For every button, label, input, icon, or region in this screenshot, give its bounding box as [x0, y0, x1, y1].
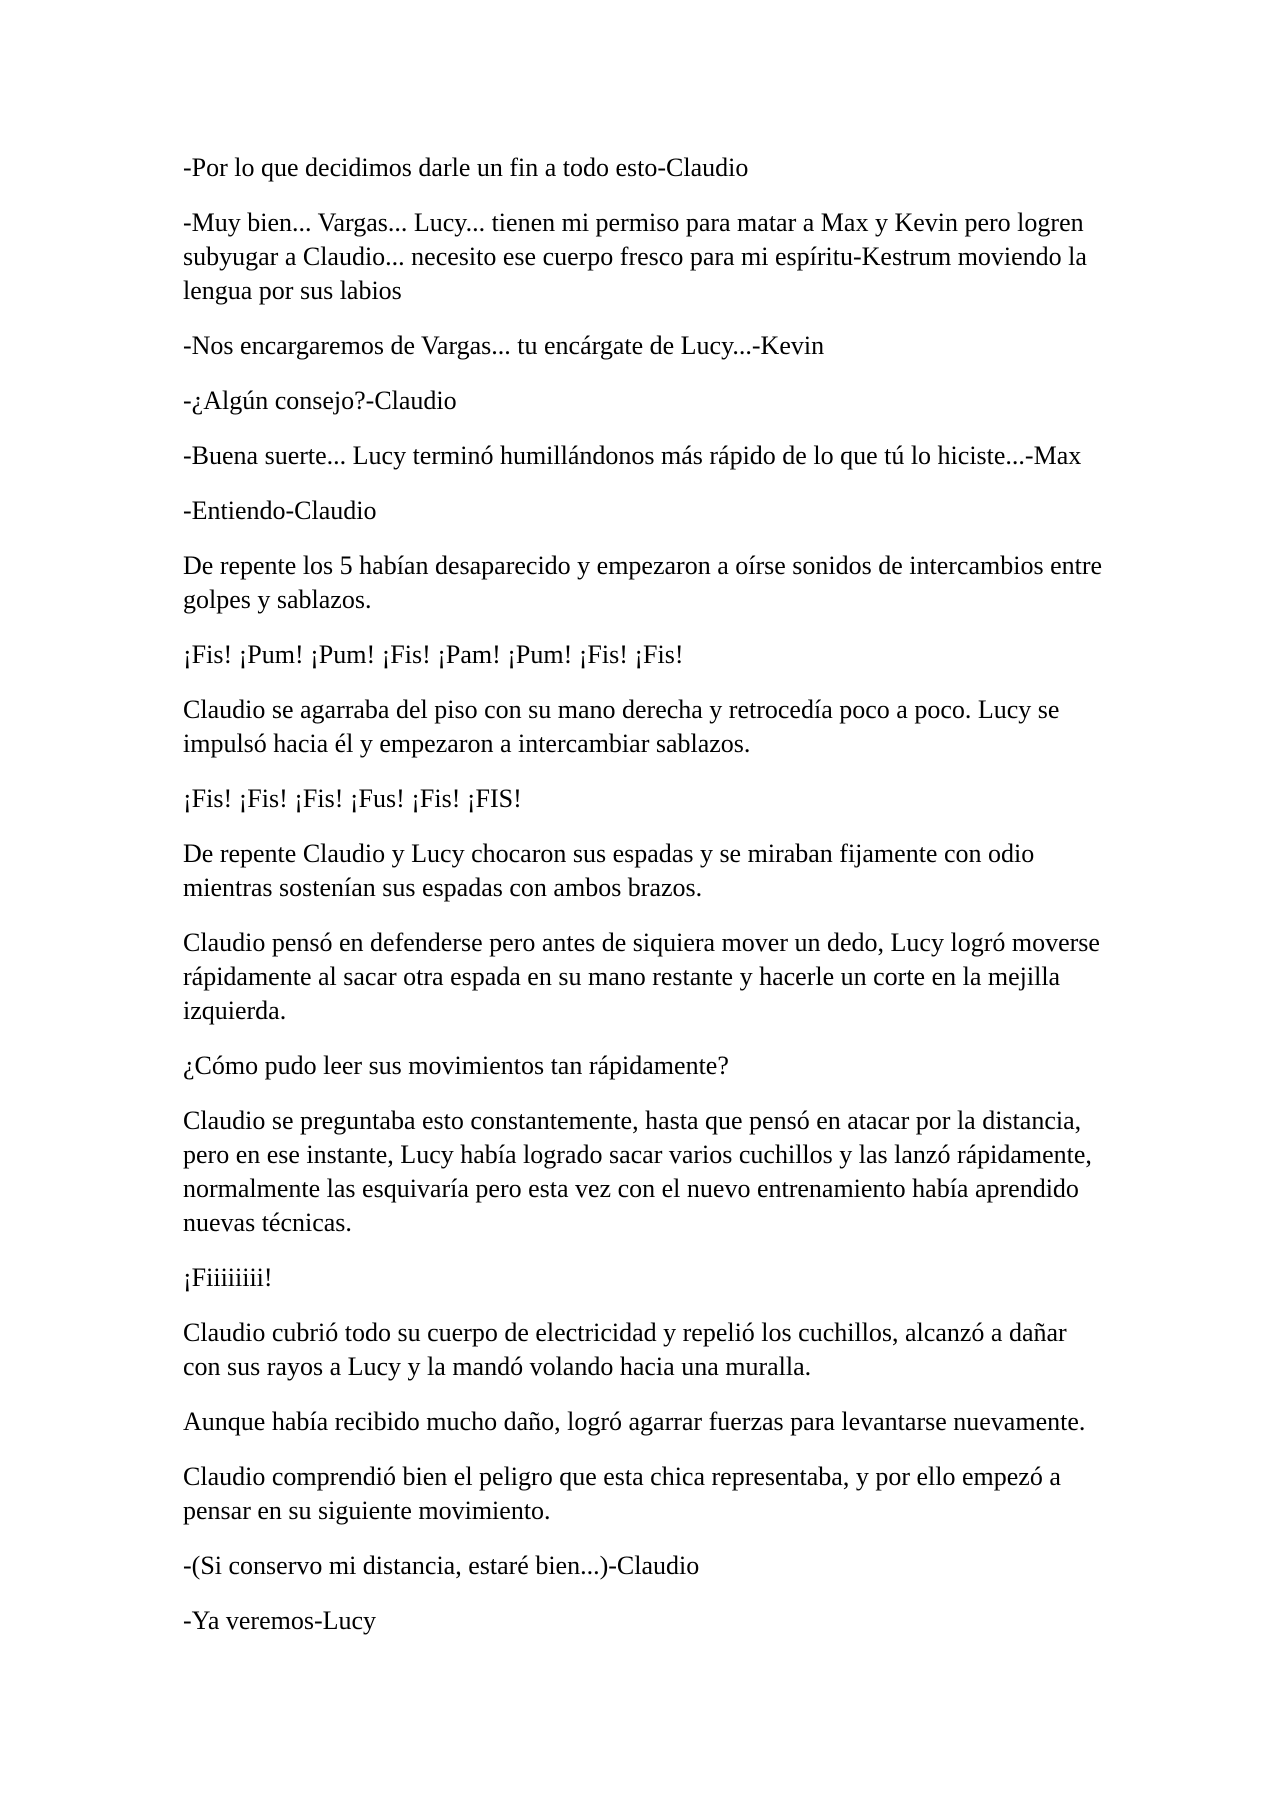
text-line: nuevas técnicas. — [183, 1208, 352, 1237]
paragraph — [183, 1261, 1240, 1295]
paragraph — [183, 549, 1240, 617]
paragraph — [183, 1104, 1240, 1240]
paragraph — [183, 1549, 1240, 1583]
text-line: rápidamente al sacar otra espada en su mano restante y hacerle un corte en la mejilla — [183, 962, 1061, 991]
text-line: -Buena suerte... Lucy terminó humillándonos más rápido de lo que tú lo hiciste...-Max — [183, 441, 1082, 470]
text-line: -Por lo que decidimos darle un fin a todo esto-Claudio — [183, 153, 749, 182]
text-line: -¿Algún consejo?-Claudio — [183, 386, 457, 415]
text-line: con sus rayos a Lucy y la mandó volando hacia una muralla. — [183, 1352, 812, 1381]
paragraph — [183, 1049, 1240, 1083]
paragraph — [183, 494, 1240, 528]
paragraph — [183, 384, 1240, 418]
text-line: De repente los 5 habían desaparecido y empezaron a oírse sonidos de intercambios entre — [183, 551, 1103, 580]
text-line: mientras sostenían sus espadas con ambos brazos. — [183, 873, 703, 902]
paragraph — [183, 206, 1240, 308]
text-line: impulsó hacia él y empezaron a intercambiar sablazos. — [183, 729, 751, 758]
text-line: Claudio cubrió todo su cuerpo de electricidad y repelió los cuchillos, alcanzó a dañar — [183, 1318, 1067, 1347]
text-line: pensar en su siguiente movimiento. — [183, 1496, 551, 1525]
text-line: -Nos encargaremos de Vargas... tu encárgate de Lucy...-Kevin — [183, 331, 825, 360]
text-line: Claudio comprendió bien el peligro que esta chica representaba, y por ello empezó a — [183, 1462, 1061, 1491]
paragraph — [183, 151, 1240, 185]
text-line: pero en ese instante, Lucy había logrado sacar varios cuchillos y las lanzó rápidamente, — [183, 1140, 1092, 1169]
text-line: -Muy bien... Vargas... Lucy... tienen mi permiso para matar a Max y Kevin pero logren — [183, 208, 1084, 237]
text-line: Claudio se agarraba del piso con su mano derecha y retrocedía poco a poco. Lucy se — [183, 695, 1060, 724]
paragraph — [183, 837, 1240, 905]
paragraph — [183, 1460, 1240, 1528]
paragraph — [183, 782, 1240, 816]
paragraph — [183, 638, 1240, 672]
text-line: normalmente las esquivaría pero esta vez con el nuevo entrenamiento había aprendido — [183, 1174, 1079, 1203]
text-line: izquierda. — [183, 996, 287, 1025]
paragraph — [183, 329, 1240, 363]
text-line: Claudio se preguntaba esto constantemente, hasta que pensó en atacar por la distancia, — [183, 1106, 1082, 1135]
paragraph — [183, 1405, 1240, 1439]
text-line: ¡Fiiiiiiii! — [183, 1263, 273, 1292]
paragraph — [183, 439, 1240, 473]
document-body — [183, 151, 1240, 1659]
text-line: golpes y sablazos. — [183, 585, 372, 614]
paragraph — [183, 1316, 1240, 1384]
text-line: -Ya veremos-Lucy — [183, 1606, 377, 1635]
text-line: De repente Claudio y Lucy chocaron sus espadas y se miraban fijamente con odio — [183, 839, 1035, 868]
text-line: -(Si conservo mi distancia, estaré bien...)-Claudio — [183, 1551, 700, 1580]
text-line: ¿Cómo pudo leer sus movimientos tan rápidamente? — [183, 1051, 729, 1080]
paragraph — [183, 693, 1240, 761]
text-line: ¡Fis! ¡Fis! ¡Fis! ¡Fus! ¡Fis! ¡FIS! — [183, 784, 522, 813]
text-line: ¡Fis! ¡Pum! ¡Pum! ¡Fis! ¡Pam! ¡Pum! ¡Fis! ¡Fis! — [183, 640, 684, 669]
text-line: Aunque había recibido mucho daño, logró agarrar fuerzas para levantarse nuevamente. — [183, 1407, 1086, 1436]
paragraph — [183, 926, 1240, 1028]
text-line: subyugar a Claudio... necesito ese cuerpo fresco para mi espíritu-Kestrum moviendo la — [183, 242, 1087, 271]
text-line: lengua por sus labios — [183, 276, 402, 305]
text-line: Claudio pensó en defenderse pero antes de siquiera mover un dedo, Lucy logró moverse — [183, 928, 1100, 957]
text-line: -Entiendo-Claudio — [183, 496, 377, 525]
paragraph — [183, 1604, 1240, 1638]
